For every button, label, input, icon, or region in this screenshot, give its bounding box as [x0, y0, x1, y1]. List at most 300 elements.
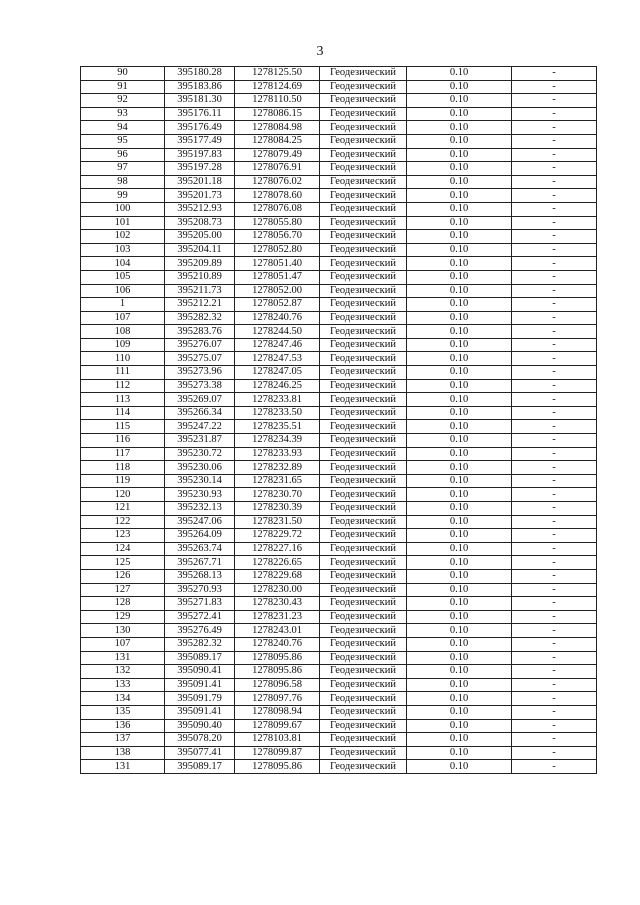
accuracy-cell: 0.10 [407, 624, 512, 638]
description-cell: - [512, 597, 597, 611]
point-number-cell: 136 [81, 719, 165, 733]
table-row [81, 447, 597, 461]
table-row [81, 719, 597, 733]
description-cell: - [512, 202, 597, 216]
y-coordinate-cell: 1278231.23 [235, 610, 320, 624]
description-cell: - [512, 107, 597, 121]
method-cell: Геодезический [320, 556, 407, 570]
method-cell: Геодезический [320, 148, 407, 162]
table-row [81, 746, 597, 760]
x-coordinate-cell: 395077.41 [165, 746, 235, 760]
x-coordinate-cell: 395209.89 [165, 257, 235, 271]
table-row [81, 610, 597, 624]
x-coordinate-cell: 395183.86 [165, 80, 235, 94]
accuracy-cell: 0.10 [407, 121, 512, 135]
method-cell: Геодезический [320, 651, 407, 665]
point-number-cell: 99 [81, 189, 165, 203]
description-cell: - [512, 189, 597, 203]
y-coordinate-cell: 1278240.76 [235, 311, 320, 325]
description-cell: - [512, 692, 597, 706]
y-coordinate-cell: 1278095.86 [235, 665, 320, 679]
accuracy-cell: 0.10 [407, 569, 512, 583]
point-number-cell: 95 [81, 134, 165, 148]
y-coordinate-cell: 1278056.70 [235, 230, 320, 244]
x-coordinate-cell: 395269.07 [165, 393, 235, 407]
y-coordinate-cell: 1278095.86 [235, 651, 320, 665]
table-row [81, 434, 597, 448]
description-cell: - [512, 406, 597, 420]
table-row [81, 298, 597, 312]
point-number-cell: 104 [81, 257, 165, 271]
y-coordinate-cell: 1278247.53 [235, 352, 320, 366]
method-cell: Геодезический [320, 121, 407, 135]
description-cell: - [512, 637, 597, 651]
x-coordinate-cell: 395275.07 [165, 352, 235, 366]
point-number-cell: 105 [81, 270, 165, 284]
point-number-cell: 126 [81, 569, 165, 583]
method-cell: Геодезический [320, 447, 407, 461]
y-coordinate-cell: 1278110.50 [235, 94, 320, 108]
point-number-cell: 108 [81, 325, 165, 339]
y-coordinate-cell: 1278229.72 [235, 529, 320, 543]
point-number-cell: 109 [81, 338, 165, 352]
method-cell: Геодезический [320, 298, 407, 312]
x-coordinate-cell: 395264.09 [165, 529, 235, 543]
description-cell: - [512, 121, 597, 135]
description-cell: - [512, 311, 597, 325]
x-coordinate-cell: 395267.71 [165, 556, 235, 570]
method-cell: Геодезический [320, 515, 407, 529]
accuracy-cell: 0.10 [407, 216, 512, 230]
table-row [81, 311, 597, 325]
table-row [81, 189, 597, 203]
description-cell: - [512, 420, 597, 434]
y-coordinate-cell: 1278230.39 [235, 502, 320, 516]
y-coordinate-cell: 1278233.50 [235, 406, 320, 420]
point-number-cell: 116 [81, 434, 165, 448]
method-cell: Геодезический [320, 665, 407, 679]
y-coordinate-cell: 1278052.80 [235, 243, 320, 257]
table-row [81, 162, 597, 176]
table-row [81, 148, 597, 162]
y-coordinate-cell: 1278097.76 [235, 692, 320, 706]
accuracy-cell: 0.10 [407, 678, 512, 692]
accuracy-cell: 0.10 [407, 257, 512, 271]
description-cell: - [512, 760, 597, 774]
y-coordinate-cell: 1278052.87 [235, 298, 320, 312]
point-number-cell: 120 [81, 488, 165, 502]
method-cell: Геодезический [320, 637, 407, 651]
point-number-cell: 122 [81, 515, 165, 529]
y-coordinate-cell: 1278076.08 [235, 202, 320, 216]
description-cell: - [512, 298, 597, 312]
y-coordinate-cell: 1278103.81 [235, 733, 320, 747]
accuracy-cell: 0.10 [407, 719, 512, 733]
description-cell: - [512, 230, 597, 244]
accuracy-cell: 0.10 [407, 474, 512, 488]
description-cell: - [512, 325, 597, 339]
description-cell: - [512, 284, 597, 298]
description-cell: - [512, 529, 597, 543]
accuracy-cell: 0.10 [407, 434, 512, 448]
table-row [81, 379, 597, 393]
y-coordinate-cell: 1278096.58 [235, 678, 320, 692]
method-cell: Геодезический [320, 692, 407, 706]
table-row [81, 651, 597, 665]
accuracy-cell: 0.10 [407, 311, 512, 325]
method-cell: Геодезический [320, 420, 407, 434]
x-coordinate-cell: 395177.49 [165, 134, 235, 148]
y-coordinate-cell: 1278229.68 [235, 569, 320, 583]
point-number-cell: 102 [81, 230, 165, 244]
x-coordinate-cell: 395276.07 [165, 338, 235, 352]
accuracy-cell: 0.10 [407, 705, 512, 719]
accuracy-cell: 0.10 [407, 529, 512, 543]
method-cell: Геодезический [320, 583, 407, 597]
accuracy-cell: 0.10 [407, 366, 512, 380]
table-row [81, 637, 597, 651]
description-cell: - [512, 134, 597, 148]
method-cell: Геодезический [320, 569, 407, 583]
table-row [81, 705, 597, 719]
x-coordinate-cell: 395181.30 [165, 94, 235, 108]
y-coordinate-cell: 1278051.40 [235, 257, 320, 271]
point-number-cell: 107 [81, 637, 165, 651]
accuracy-cell: 0.10 [407, 284, 512, 298]
accuracy-cell: 0.10 [407, 325, 512, 339]
y-coordinate-cell: 1278055.80 [235, 216, 320, 230]
y-coordinate-cell: 1278051.47 [235, 270, 320, 284]
description-cell: - [512, 352, 597, 366]
method-cell: Геодезический [320, 678, 407, 692]
accuracy-cell: 0.10 [407, 107, 512, 121]
description-cell: - [512, 243, 597, 257]
accuracy-cell: 0.10 [407, 692, 512, 706]
table-row [81, 121, 597, 135]
accuracy-cell: 0.10 [407, 556, 512, 570]
method-cell: Геодезический [320, 474, 407, 488]
table-row [81, 134, 597, 148]
accuracy-cell: 0.10 [407, 406, 512, 420]
point-number-cell: 117 [81, 447, 165, 461]
x-coordinate-cell: 395273.96 [165, 366, 235, 380]
y-coordinate-cell: 1278231.65 [235, 474, 320, 488]
method-cell: Геодезический [320, 67, 407, 81]
accuracy-cell: 0.10 [407, 379, 512, 393]
table-row [81, 678, 597, 692]
method-cell: Геодезический [320, 338, 407, 352]
method-cell: Геодезический [320, 366, 407, 380]
point-number-cell: 112 [81, 379, 165, 393]
description-cell: - [512, 175, 597, 189]
x-coordinate-cell: 395089.17 [165, 651, 235, 665]
x-coordinate-cell: 395270.93 [165, 583, 235, 597]
y-coordinate-cell: 1278124.69 [235, 80, 320, 94]
x-coordinate-cell: 395212.21 [165, 298, 235, 312]
x-coordinate-cell: 395210.89 [165, 270, 235, 284]
x-coordinate-cell: 395211.73 [165, 284, 235, 298]
accuracy-cell: 0.10 [407, 94, 512, 108]
method-cell: Геодезический [320, 175, 407, 189]
accuracy-cell: 0.10 [407, 420, 512, 434]
x-coordinate-cell: 395230.06 [165, 461, 235, 475]
description-cell: - [512, 366, 597, 380]
x-coordinate-cell: 395282.32 [165, 311, 235, 325]
y-coordinate-cell: 1278078.60 [235, 189, 320, 203]
table-row [81, 284, 597, 298]
table-row [81, 542, 597, 556]
point-number-cell: 137 [81, 733, 165, 747]
point-number-cell: 90 [81, 67, 165, 81]
accuracy-cell: 0.10 [407, 202, 512, 216]
accuracy-cell: 0.10 [407, 746, 512, 760]
x-coordinate-cell: 395230.72 [165, 447, 235, 461]
point-number-cell: 94 [81, 121, 165, 135]
table-row [81, 325, 597, 339]
x-coordinate-cell: 395271.83 [165, 597, 235, 611]
y-coordinate-cell: 1278226.65 [235, 556, 320, 570]
method-cell: Геодезический [320, 189, 407, 203]
table-row [81, 338, 597, 352]
method-cell: Геодезический [320, 624, 407, 638]
description-cell: - [512, 148, 597, 162]
y-coordinate-cell: 1278052.00 [235, 284, 320, 298]
accuracy-cell: 0.10 [407, 597, 512, 611]
method-cell: Геодезический [320, 597, 407, 611]
accuracy-cell: 0.10 [407, 502, 512, 516]
description-cell: - [512, 733, 597, 747]
x-coordinate-cell: 395283.76 [165, 325, 235, 339]
table-row [81, 175, 597, 189]
y-coordinate-cell: 1278247.46 [235, 338, 320, 352]
table-row [81, 556, 597, 570]
x-coordinate-cell: 395201.73 [165, 189, 235, 203]
description-cell: - [512, 379, 597, 393]
x-coordinate-cell: 395282.32 [165, 637, 235, 651]
accuracy-cell: 0.10 [407, 393, 512, 407]
point-number-cell: 129 [81, 610, 165, 624]
point-number-cell: 118 [81, 461, 165, 475]
x-coordinate-cell: 395197.83 [165, 148, 235, 162]
description-cell: - [512, 447, 597, 461]
x-coordinate-cell: 395247.06 [165, 515, 235, 529]
table-row [81, 624, 597, 638]
table-row [81, 366, 597, 380]
point-number-cell: 114 [81, 406, 165, 420]
description-cell: - [512, 651, 597, 665]
y-coordinate-cell: 1278240.76 [235, 637, 320, 651]
method-cell: Геодезический [320, 80, 407, 94]
method-cell: Геодезический [320, 311, 407, 325]
accuracy-cell: 0.10 [407, 134, 512, 148]
method-cell: Геодезический [320, 719, 407, 733]
x-coordinate-cell: 395078.20 [165, 733, 235, 747]
y-coordinate-cell: 1278084.25 [235, 134, 320, 148]
description-cell: - [512, 556, 597, 570]
method-cell: Геодезический [320, 529, 407, 543]
x-coordinate-cell: 395091.41 [165, 705, 235, 719]
accuracy-cell: 0.10 [407, 338, 512, 352]
point-number-cell: 91 [81, 80, 165, 94]
point-number-cell: 131 [81, 760, 165, 774]
description-cell: - [512, 569, 597, 583]
description-cell: - [512, 502, 597, 516]
y-coordinate-cell: 1278247.05 [235, 366, 320, 380]
accuracy-cell: 0.10 [407, 162, 512, 176]
method-cell: Геодезический [320, 434, 407, 448]
point-number-cell: 119 [81, 474, 165, 488]
table-row [81, 692, 597, 706]
y-coordinate-cell: 1278234.39 [235, 434, 320, 448]
point-number-cell: 96 [81, 148, 165, 162]
x-coordinate-cell: 395230.93 [165, 488, 235, 502]
y-coordinate-cell: 1278232.89 [235, 461, 320, 475]
accuracy-cell: 0.10 [407, 67, 512, 81]
table-row [81, 420, 597, 434]
table-row [81, 474, 597, 488]
y-coordinate-cell: 1278084.98 [235, 121, 320, 135]
x-coordinate-cell: 395273.38 [165, 379, 235, 393]
accuracy-cell: 0.10 [407, 651, 512, 665]
method-cell: Геодезический [320, 705, 407, 719]
point-number-cell: 111 [81, 366, 165, 380]
method-cell: Геодезический [320, 243, 407, 257]
accuracy-cell: 0.10 [407, 189, 512, 203]
point-number-cell: 107 [81, 311, 165, 325]
description-cell: - [512, 393, 597, 407]
method-cell: Геодезический [320, 230, 407, 244]
method-cell: Геодезический [320, 733, 407, 747]
x-coordinate-cell: 395263.74 [165, 542, 235, 556]
accuracy-cell: 0.10 [407, 610, 512, 624]
point-number-cell: 100 [81, 202, 165, 216]
table-row [81, 107, 597, 121]
x-coordinate-cell: 395232.13 [165, 502, 235, 516]
method-cell: Геодезический [320, 760, 407, 774]
y-coordinate-cell: 1278079.49 [235, 148, 320, 162]
table-row [81, 569, 597, 583]
y-coordinate-cell: 1278246.25 [235, 379, 320, 393]
x-coordinate-cell: 395201.18 [165, 175, 235, 189]
method-cell: Геодезический [320, 406, 407, 420]
x-coordinate-cell: 395091.41 [165, 678, 235, 692]
table-row [81, 461, 597, 475]
method-cell: Геодезический [320, 379, 407, 393]
description-cell: - [512, 610, 597, 624]
table-row [81, 515, 597, 529]
method-cell: Геодезический [320, 134, 407, 148]
point-number-cell: 125 [81, 556, 165, 570]
x-coordinate-cell: 395205.00 [165, 230, 235, 244]
method-cell: Геодезический [320, 746, 407, 760]
method-cell: Геодезический [320, 202, 407, 216]
x-coordinate-cell: 395197.28 [165, 162, 235, 176]
accuracy-cell: 0.10 [407, 80, 512, 94]
y-coordinate-cell: 1278230.70 [235, 488, 320, 502]
x-coordinate-cell: 395231.87 [165, 434, 235, 448]
x-coordinate-cell: 395176.49 [165, 121, 235, 135]
description-cell: - [512, 434, 597, 448]
accuracy-cell: 0.10 [407, 583, 512, 597]
description-cell: - [512, 719, 597, 733]
y-coordinate-cell: 1278095.86 [235, 760, 320, 774]
point-number-cell: 121 [81, 502, 165, 516]
description-cell: - [512, 162, 597, 176]
y-coordinate-cell: 1278233.81 [235, 393, 320, 407]
point-number-cell: 124 [81, 542, 165, 556]
description-cell: - [512, 678, 597, 692]
table-row [81, 502, 597, 516]
description-cell: - [512, 94, 597, 108]
x-coordinate-cell: 395276.49 [165, 624, 235, 638]
point-number-cell: 123 [81, 529, 165, 543]
y-coordinate-cell: 1278230.43 [235, 597, 320, 611]
accuracy-cell: 0.10 [407, 488, 512, 502]
description-cell: - [512, 746, 597, 760]
x-coordinate-cell: 395090.40 [165, 719, 235, 733]
accuracy-cell: 0.10 [407, 515, 512, 529]
table-row [81, 243, 597, 257]
table-row [81, 257, 597, 271]
page-number: 3 [316, 44, 324, 59]
y-coordinate-cell: 1278244.50 [235, 325, 320, 339]
method-cell: Геодезический [320, 542, 407, 556]
point-number-cell: 92 [81, 94, 165, 108]
point-number-cell: 127 [81, 583, 165, 597]
x-coordinate-cell: 395089.17 [165, 760, 235, 774]
table-row [81, 597, 597, 611]
description-cell: - [512, 80, 597, 94]
y-coordinate-cell: 1278233.93 [235, 447, 320, 461]
table-row [81, 406, 597, 420]
y-coordinate-cell: 1278125.50 [235, 67, 320, 81]
accuracy-cell: 0.10 [407, 298, 512, 312]
description-cell: - [512, 216, 597, 230]
method-cell: Геодезический [320, 257, 407, 271]
description-cell: - [512, 583, 597, 597]
y-coordinate-cell: 1278230.00 [235, 583, 320, 597]
point-number-cell: 132 [81, 665, 165, 679]
accuracy-cell: 0.10 [407, 461, 512, 475]
y-coordinate-cell: 1278231.50 [235, 515, 320, 529]
x-coordinate-cell: 395272.41 [165, 610, 235, 624]
description-cell: - [512, 624, 597, 638]
x-coordinate-cell: 395268.13 [165, 569, 235, 583]
description-cell: - [512, 474, 597, 488]
table-row [81, 529, 597, 543]
method-cell: Геодезический [320, 216, 407, 230]
table-row [81, 733, 597, 747]
description-cell: - [512, 338, 597, 352]
description-cell: - [512, 542, 597, 556]
method-cell: Геодезический [320, 325, 407, 339]
accuracy-cell: 0.10 [407, 733, 512, 747]
accuracy-cell: 0.10 [407, 270, 512, 284]
x-coordinate-cell: 395266.34 [165, 406, 235, 420]
table-row [81, 202, 597, 216]
coordinates-table [80, 66, 597, 774]
description-cell: - [512, 515, 597, 529]
x-coordinate-cell: 395208.73 [165, 216, 235, 230]
y-coordinate-cell: 1278235.51 [235, 420, 320, 434]
table-row [81, 352, 597, 366]
x-coordinate-cell: 395230.14 [165, 474, 235, 488]
y-coordinate-cell: 1278099.67 [235, 719, 320, 733]
point-number-cell: 133 [81, 678, 165, 692]
point-number-cell: 101 [81, 216, 165, 230]
method-cell: Геодезический [320, 162, 407, 176]
description-cell: - [512, 257, 597, 271]
